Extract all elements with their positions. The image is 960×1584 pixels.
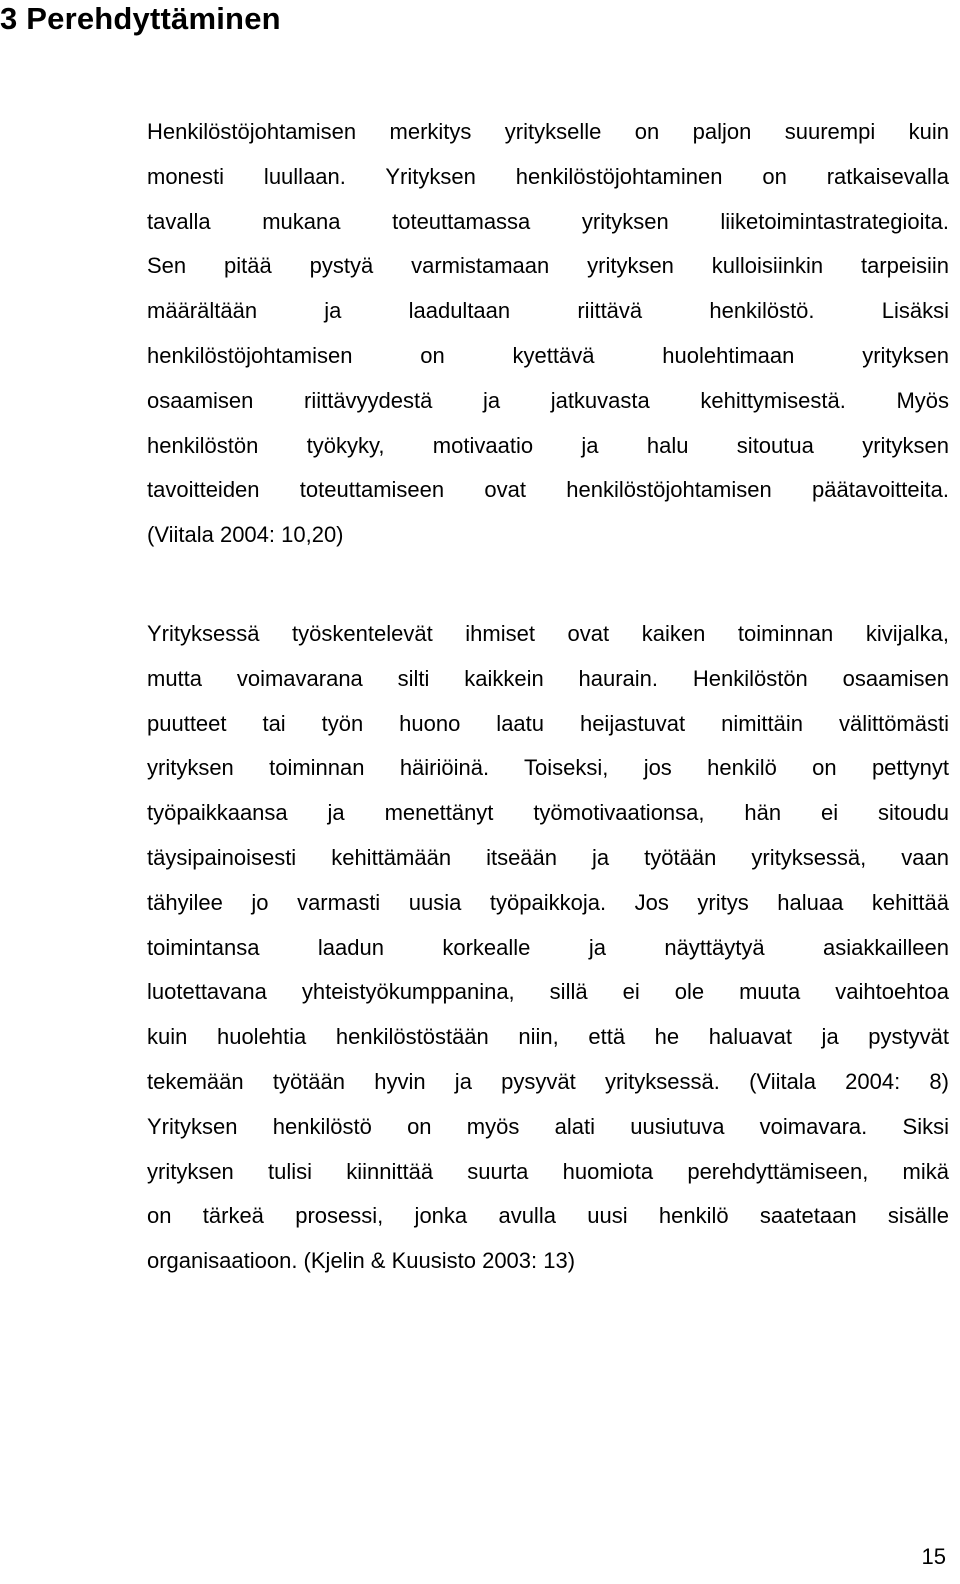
text-line: tekemään työtään hyvin ja pysyvät yrityksessä. (Viitala 2004: 8) — [147, 1068, 949, 1094]
text-line: osaamisen riittävyydestä ja jatkuvasta kehittymisestä. Myös — [147, 387, 949, 413]
text-line: monesti luullaan. Yrityksen henkilöstöjohtaminen on ratkaisevalla — [147, 163, 949, 189]
text-line: täysipainoisesti kehittämään itseään ja työtään yrityksessä, vaan — [147, 844, 949, 870]
text-line: tähyilee jo varmasti uusia työpaikkoja. Jos yritys haluaa kehittää — [147, 889, 949, 915]
text-line: kuin huolehtia henkilöstöstään niin, että he haluavat ja pystyvät — [147, 1024, 949, 1050]
text-line: on tärkeä prosessi, jonka avulla uusi henkilö saatetaan sisälle — [147, 1203, 949, 1229]
text-line: toimintansa laadun korkealle ja näyttäytyä asiakkailleen — [147, 934, 949, 960]
text-line: tavoitteiden toteuttamiseen ovat henkilöstöjohtamisen päätavoitteita. — [147, 477, 949, 503]
text-line: (Viitala 2004: 10,20) — [147, 522, 344, 548]
text-line: työpaikkaansa ja menettänyt työmotivaationsa, hän ei sitoudu — [147, 800, 949, 826]
text-line: Sen pitää pystyä varmistamaan yrityksen kulloisiinkin tarpeisiin — [147, 253, 949, 279]
paragraph-1 — [147, 110, 949, 558]
text-line: mutta voimavarana silti kaikkein haurain. Henkilöstön osaamisen — [147, 665, 949, 691]
text-line: Yrityksen henkilöstö on myös alati uusiutuva voimavara. Siksi — [147, 1113, 949, 1139]
text-line: luotettavana yhteistyökumppanina, sillä ei ole muuta vaihtoehtoa — [147, 979, 949, 1005]
page-heading: 3 Perehdyttäminen — [0, 1, 281, 36]
text-line: henkilöstöjohtamisen on kyettävä huolehtimaan yrityksen — [147, 342, 949, 368]
text-line: tavalla mukana toteuttamassa yrityksen liiketoimintastrategioita. — [147, 208, 949, 234]
paragraph-2 — [147, 612, 949, 1284]
text-line: yrityksen toiminnan häiriöinä. Toiseksi, jos henkilö on pettynyt — [147, 755, 949, 781]
text-line: määrältään ja laadultaan riittävä henkilöstö. Lisäksi — [147, 298, 949, 324]
text-line: puutteet tai työn huono laatu heijastuvat nimittäin välittömästi — [147, 710, 949, 736]
text-line: organisaatioon. (Kjelin & Kuusisto 2003: 13) — [147, 1248, 576, 1274]
text-line: Henkilöstöjohtamisen merkitys yritykselle on paljon suurempi kuin — [147, 119, 949, 144]
page-number: 15 — [921, 1544, 946, 1569]
text-line: yrityksen tulisi kiinnittää suurta huomiota perehdyttämiseen, mikä — [147, 1158, 949, 1184]
text-line: Yrityksessä työskentelevät ihmiset ovat kaiken toiminnan kivijalka, — [147, 621, 949, 646]
text-line: henkilöstön työkyky, motivaatio ja halu sitoutua yrityksen — [147, 432, 949, 458]
